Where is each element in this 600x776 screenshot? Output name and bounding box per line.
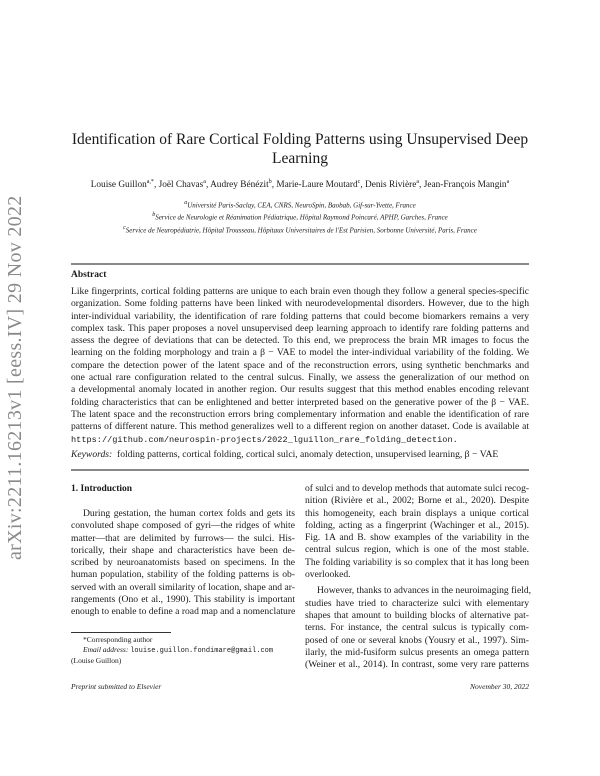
affiliation-text: Service de Neurologie et Réanimation Pédiatrique, Hôpital Raymond Poincaré, APHP, Garches, France — [155, 213, 448, 222]
author-name: Denis Rivière — [364, 180, 417, 191]
abstract-line: assess the degree of deviations that can be detected. To this end, we preprocess the brain MR images to focus the — [71, 335, 529, 347]
intro-line: torically, their shape and characteristics have been de- — [71, 544, 295, 556]
abstract-line: inter-individual variability, the identification of rare folding patterns that could become biomarkers remains a very — [71, 310, 529, 322]
intro-heading: 1. Introduction — [71, 484, 133, 494]
keywords-text: folding patterns, cortical folding, cortical sulci, anomaly detection, unsupervised learning, β − VAE — [117, 449, 499, 460]
affiliations — [40, 198, 560, 235]
abstract-line: one actual rare configuration related to the central sulcus. Finally, we assess the generalization of our method on — [71, 372, 529, 384]
intro-line: ilarly, the mid-fusiform sulcus presents an omega pattern — [305, 646, 529, 658]
affiliation — [40, 210, 560, 222]
intro-line: studies have tried to characterize sulci with elementary — [305, 597, 529, 609]
intro-line: this homogeneity, each brain displays a unique cortical — [305, 507, 529, 519]
abstract-line: Like fingerprints, cortical folding patterns are unique to each brain even though they follow a general species-specific — [71, 286, 529, 297]
abstract-line: a developmental anomaly located in another region. Our results suggest that this method enables encoding relevant — [71, 384, 529, 396]
arxiv-identifier: arXiv:2211.16213v1 [eess.IV] 29 Nov 2022 — [4, 195, 26, 560]
author-name: Marie-Laure Moutard — [276, 180, 358, 191]
affiliation-mark: a — [184, 200, 188, 206]
affiliation-mark: b — [152, 212, 156, 219]
author-affiliation-mark: a — [506, 179, 510, 185]
intro-left-column — [71, 508, 295, 619]
abstract-line: learning on the folding morphology and train a β − VAE to model the inter-individual variability of the folding. We — [71, 347, 529, 359]
author-affiliation-mark: a — [203, 179, 206, 185]
email-owner: (Louise Guillon) — [71, 656, 122, 665]
intro-line: convoluted shape composed of gyri—the ridges of white — [71, 520, 295, 532]
intro-line: posed of one or several knobs (Yousry et al., 1997). Sim- — [305, 634, 529, 646]
abstract-heading: Abstract — [71, 270, 107, 280]
intro-line: overlooked. — [305, 569, 351, 581]
author-name: Joël Chavas — [158, 180, 204, 191]
top-rule — [71, 263, 529, 265]
intro-line: (Weiner et al., 2014). In contrast, some very rare patterns — [305, 659, 529, 671]
intro-line: human population, stability of the folding patterns is ob- — [71, 569, 295, 581]
intro-right-column — [305, 483, 532, 671]
abstract-line: compare the detection power of the latent space and of the reconstruction errors, using synthetic benchmarks and — [71, 359, 529, 371]
intro-line: matter—that are delimited by furrows— the sulci. His- — [71, 532, 295, 544]
author-affiliation-mark: b — [268, 179, 272, 185]
footnote — [71, 635, 301, 666]
intro-line: served with an overall similarity of location, shape and ar- — [71, 581, 295, 593]
code-url-link[interactable]: https://github.com/neurospin-projects/2022_lguillon_rare_folding_detection. — [71, 434, 458, 445]
affiliation — [40, 198, 560, 210]
keywords-label: Keywords: — [71, 449, 113, 460]
abstract-body — [71, 286, 529, 446]
author-name: Jean-François Mangin — [423, 180, 507, 191]
intro-line: enough to enable to define a road map and a nomenclature — [71, 606, 296, 618]
abstract-line: complex task. This paper proposes a novel unsupervised deep learning approach to identify rare folding patterns and — [71, 322, 529, 334]
intro-line: However, thanks to advances in the neuroimaging field, — [317, 585, 532, 597]
author-affiliation-mark: a — [416, 179, 420, 185]
affiliation — [40, 223, 560, 235]
author-affiliation-mark: a,* — [146, 179, 154, 185]
footnote-rule — [71, 632, 171, 633]
keywords — [71, 449, 529, 461]
intro-line: nition (Rivière et al., 2002; Borne et al., 2020). Despite — [305, 495, 529, 507]
author-list: Louise Guillon$^{a,*}$, Joël Chavas$^a$, Audrey Bénézit$^b$, Marie-Laure Moutard$^c$, Denis Rivière$^a$, Jean-François Mangin$^a$ — [90, 179, 510, 191]
author-affiliation-mark: c — [357, 179, 361, 185]
abstract-line: folding characteristics that can be enlightened and better interpreted based on the generative power of the β − VAE. — [71, 396, 529, 408]
intro-line: rangements (Ono et al., 1990). This stability is important — [71, 594, 295, 606]
abstract-line: The latent space and the reconstruction errors bring complementary information and enable the identification of rare — [71, 408, 529, 420]
intro-line: shapes that amount to building blocks of alternative pat- — [305, 609, 529, 621]
intro-line: central sulcus region, which is one of the most stable. — [305, 544, 529, 556]
author-name: Audrey Bénézit — [210, 180, 269, 191]
intro-line: of sulci and to develop methods that automate sulci recog- — [305, 483, 530, 494]
abstract-line: patterns of different nature. This method generalizes well to a different region on another dataset. Code is available at — [71, 421, 529, 433]
paper-title: Identification of Rare Cortical Folding Patterns using Unsupervised Deep Learning — [71, 131, 529, 167]
footer-journal: Preprint submitted to Elsevier — [71, 682, 162, 691]
email-label: Email address: — [83, 645, 129, 654]
affiliation-mark: c — [123, 224, 126, 231]
intro-line: terns. For instance, the central sulcus is typically com- — [305, 622, 529, 634]
author-name: Louise Guillon — [90, 180, 147, 191]
abstract-line: organization. Some folding patterns have been linked with neurodevelopmental disorders. However, due to the high — [71, 298, 529, 310]
footer-date: November 30, 2022 — [470, 682, 529, 691]
intro-line: folding, acting as a fingerprint (Wachinger et al., 2015). — [305, 519, 529, 531]
affiliation-text: Université Paris-Saclay, CEA, CNRS, NeuroSpin, Baobab, Gif-sur-Yvette, France — [187, 201, 416, 210]
intro-line: scribed by neuroanatomists based on specimens. In the — [71, 557, 295, 569]
affiliation-text: Service de Neuropédiatrie, Hôpital Trousseau, Hôpitaux Universitaires de l'Est Parisien, Sorbonne Université, Paris, France — [125, 225, 477, 234]
intro-line: Fig. 1A and B. show examples of the variability in the — [305, 532, 529, 544]
intro-line: During gestation, the human cortex folds and gets its — [83, 508, 295, 519]
corresponding-author-note: *Corresponding author — [83, 635, 153, 644]
intro-line: The folding variability is so complex that it has long been — [305, 556, 529, 568]
email-link[interactable]: louise.guillon.fondimare@gmail.com — [130, 647, 274, 655]
abstract-bottom-rule — [71, 469, 529, 471]
